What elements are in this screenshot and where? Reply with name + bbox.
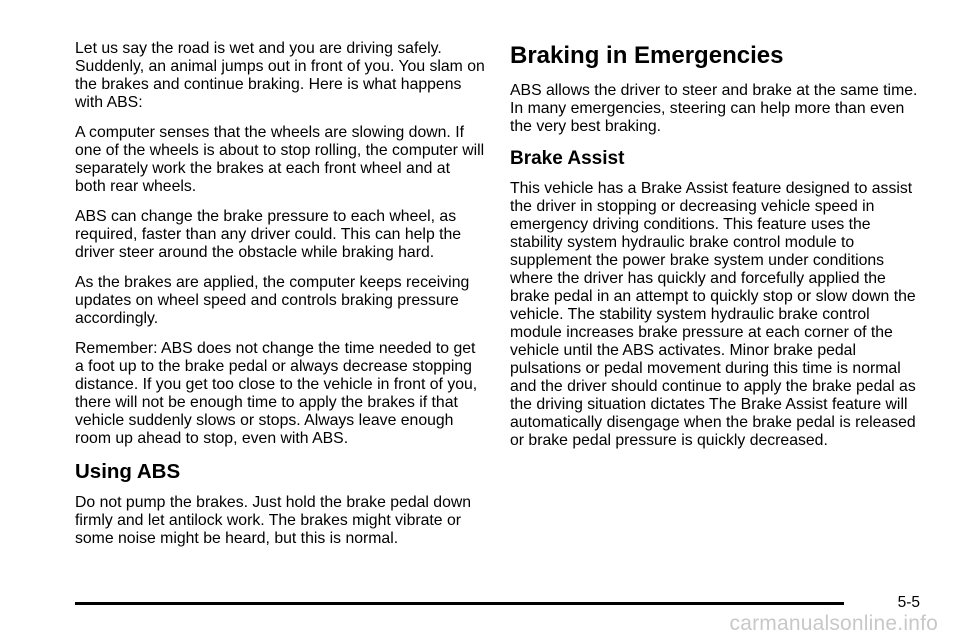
footer-rule — [75, 602, 844, 605]
right-column — [510, 40, 920, 462]
heading-using-abs: Using ABS — [75, 460, 181, 483]
left-column — [75, 40, 485, 560]
page-number: 5-5 — [897, 594, 920, 611]
paragraph-updates: As the brakes are applied, the computer keeps receiving updates on wheel speed and controls braking pressure accordingly. — [75, 274, 470, 327]
paragraph-computer-senses: A computer senses that the wheels are slowing down. If one of the wheels is about to stop rolling, the computer will separately work the brakes at each front wheel and at both rear wheels. — [75, 124, 485, 195]
heading-braking-in-emergencies: Braking in Emergencies — [510, 42, 784, 69]
paragraph-using-abs: Do not pump the brakes. Just hold the brake pedal down firmly and let antilock work. The brakes might vibrate or some noise might be heard, but this is normal. — [75, 494, 472, 547]
paragraph-remember: Remember: ABS does not change the time needed to get a foot up to the brake pedal or always decrease stopping distance. If you get too close to the vehicle in front of you, there will not be enough time to apply the brakes if that vehicle suddenly slows or stops. Always leave enough room up ahead to stop, even with ABS. — [75, 340, 478, 447]
paragraph-brake-pressure: ABS can change the brake pressure to each wheel, as required, faster than any driver could. This can help the driver steer around the obstacle while braking hard. — [75, 208, 462, 261]
paragraph-brake-assist: This vehicle has a Brake Assist feature designed to assist the driver in stopping or decreasing vehicle speed in emergency driving conditions. This feature uses the stability system hydraulic brake control module to supplement the power brake system under conditions where the driver has quickly and forcefully applied the brake pedal in an attempt to quickly stop or slow down the vehicle. The stability system hydraulic brake control module increases brake pressure at each corner of the vehicle until the ABS activates. Minor brake pedal pulsations or pedal movement during this time is normal and the driver should continue to apply the brake pedal as the driving situation dictates The Brake Assist feature will automatically disengage when the brake pedal is released or brake pedal pressure is quickly decreased. — [510, 180, 916, 449]
heading-brake-assist: Brake Assist — [510, 148, 625, 169]
paragraph-wet-road: Let us say the road is wet and you are driving safely. Suddenly, an animal jumps out in front of you. You slam on the brakes and continue braking. Here is what happens with ABS: — [75, 40, 485, 111]
paragraph-emergencies: ABS allows the driver to steer and brake at the same time. In many emergencies, steering can help more than even the very best braking. — [510, 82, 918, 135]
watermark: carmanualsonline.info — [729, 612, 938, 635]
